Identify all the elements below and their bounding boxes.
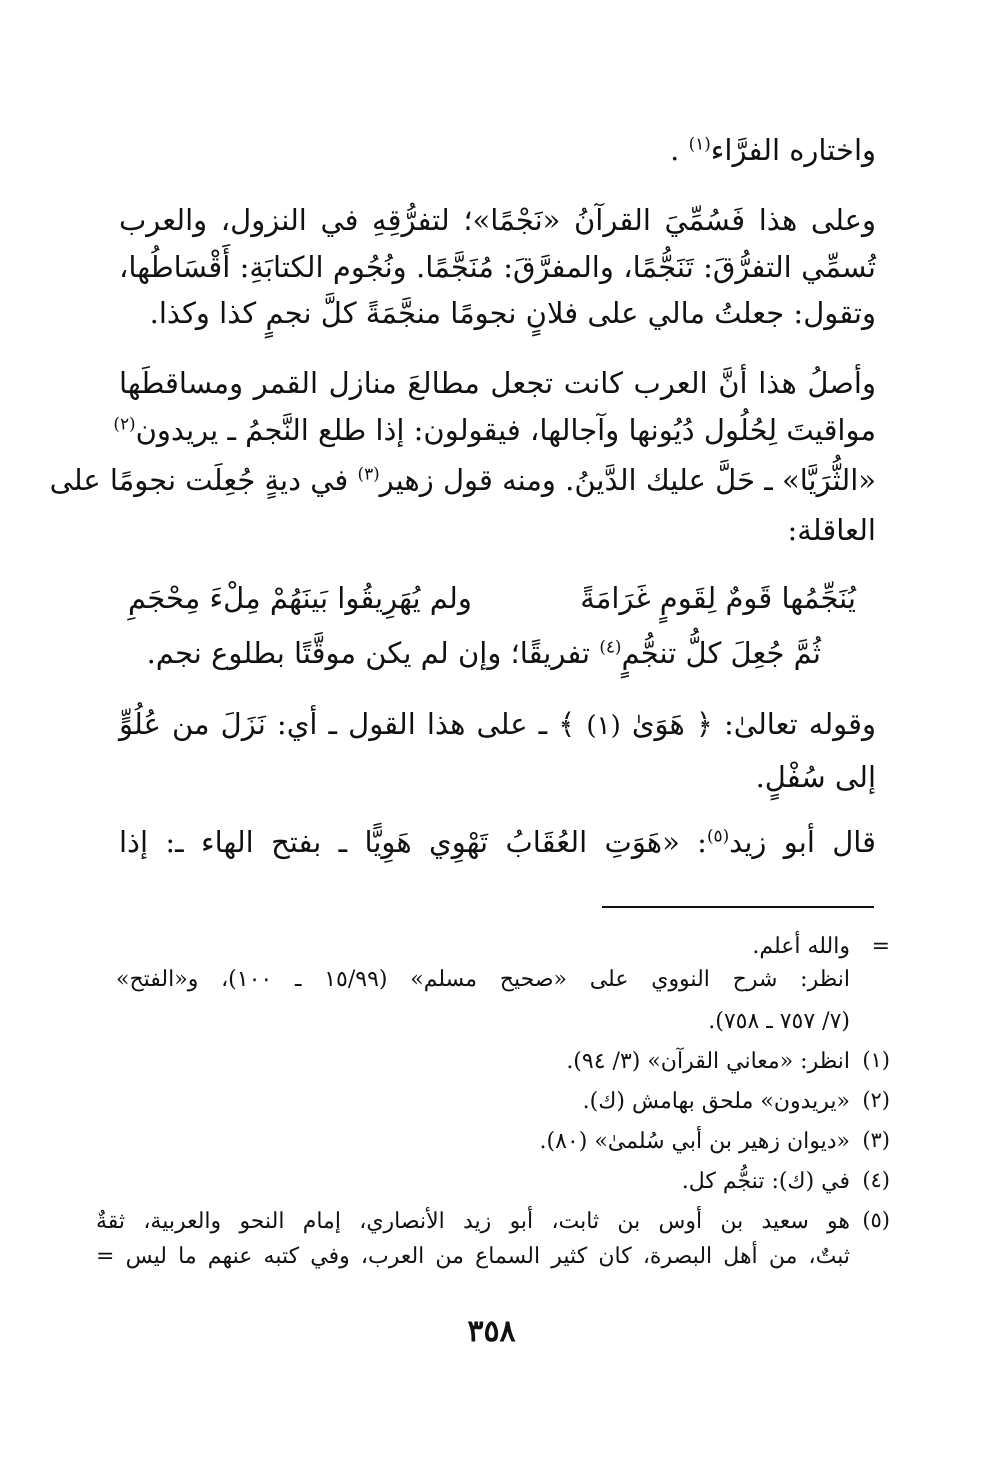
footnote-continuation-line-3: (٧/ ٧٥٧ ـ ٧٥٨). (708, 1009, 850, 1034)
text-line-4: وتقول: جعلتُ مالي على فلانٍ نجومًا منجَّمَةً كلَّ نجمٍ كذا وكذا. (149, 296, 876, 330)
text: ﴾ ـ على هذا القول ـ أي: نَزَلَ من عُلُوٍّ (119, 707, 587, 741)
footnote-ref: (٥) (706, 825, 730, 846)
text: قال أبو زيد (729, 825, 876, 859)
text: مواقيتَ لِحُلُول دُيُونها وآجالها، فيقولون: إذا طلع النَّجمُ ـ يريدون (135, 413, 876, 447)
text-line-2: وعلى هذا فَسُمِّيَ القرآنُ «نَجْمًا»؛ لتفرُّقِهِ في النزول، والعرب (119, 203, 876, 237)
ayah-number: ١ (596, 711, 611, 741)
footnote-5-line-2: ثبتٌ، من أهل البصرة، كان كثير السماع من العرب، وفي كتبه عنهم ما ليس = (96, 1244, 850, 1269)
footnote-separator (602, 906, 874, 908)
footnote-continuation-marker: = (871, 934, 890, 959)
text-line-1 (670, 133, 876, 168)
text: ثُمَّ جُعِلَ كلُّ تنجُّمٍ (621, 636, 821, 670)
footnote-ref: (٢) (113, 413, 136, 434)
text-line-5: وأصلُ هذا أنَّ العرب كانت تجعل مطالعَ منازل القمر ومساقطَها (119, 366, 876, 400)
text-line-3: تُسمِّي التفرُّقَ: تَنَجُّمًا، والمفرَّقَ: مُنَجَّمًا. ونُجُوم الكتابَةِ: أَقْسَاطُها، (119, 250, 876, 284)
text: تفريقًا؛ وإن لم يكن موقَّتًا بطلوع نجم. (146, 636, 600, 670)
footnote-number: (٢) (862, 1088, 890, 1112)
text: وقوله تعالىٰ: ﴿ هَوَىٰ (620, 707, 877, 741)
footnote-1: انظر: «معاني القرآن» (٣/ ٩٤). (566, 1049, 850, 1074)
text-line-6 (113, 413, 876, 448)
footnote-ref: (٣) (357, 463, 380, 484)
text: «الثُّرَيَّا» ـ حَلَّ عليك الدَّينُ. ومنه قول زهير (379, 463, 876, 497)
text-line-12 (119, 825, 876, 860)
footnote-number: (٤) (862, 1168, 890, 1192)
text: . (670, 133, 689, 167)
footnote-number: (٣) (862, 1128, 890, 1152)
footnote-continuation-line-1: والله أعلم. (752, 934, 850, 959)
footnote-3: «ديوان زهير بن أبي سُلمىٰ» (٨٠). (539, 1129, 850, 1154)
text: : «هَوَتِ العُقَابُ تَهْوِي هَوِيًّا ـ بفتح الهاء ـ: إذا (119, 825, 707, 859)
text-line-8: العاقلة: (787, 513, 876, 547)
footnote-5-line-1: هو سعيد بن أوس بن ثابت، أبو زيد الأنصاري، إمام النحو والعربية، ثقةٌ (96, 1209, 850, 1234)
footnote-number: (٥) (862, 1208, 890, 1232)
footnote-ref: (١) (688, 133, 711, 154)
text: في ديةٍ جُعِلَت نجومًا على (49, 463, 358, 497)
footnote-2: «يريدون» ملحق بهامش (ك). (582, 1089, 850, 1114)
text-line-7 (49, 463, 876, 498)
page-number: ٣٥٨ (467, 1314, 516, 1349)
footnote-ref: (٤) (599, 636, 622, 657)
verse-second-hemistich: ولم يُهَرِيقُوا بَينَهُمْ مِلْءَ مِحْجَمِ (128, 581, 472, 615)
text-line-11: إلى سُفْلٍ. (755, 760, 876, 794)
verse-first-hemistich: يُنَجِّمُها قَومٌ لِقَومٍ غَرَامَةً (580, 581, 856, 615)
text-line-10 (119, 707, 876, 742)
footnote-number: (١) (862, 1048, 890, 1072)
ayah-number-marker: (١) (586, 711, 621, 741)
footnote-continuation-line-2: انظر: شرح النووي على «صحيح مسلم» (١٥/٩٩ ـ ١٠٠)، و«الفتح» (116, 967, 850, 992)
text: واختاره الفرَّاء (710, 133, 876, 167)
footnote-4: في (ك): تنجُّم كل. (681, 1169, 850, 1194)
text-line-9 (147, 636, 821, 671)
